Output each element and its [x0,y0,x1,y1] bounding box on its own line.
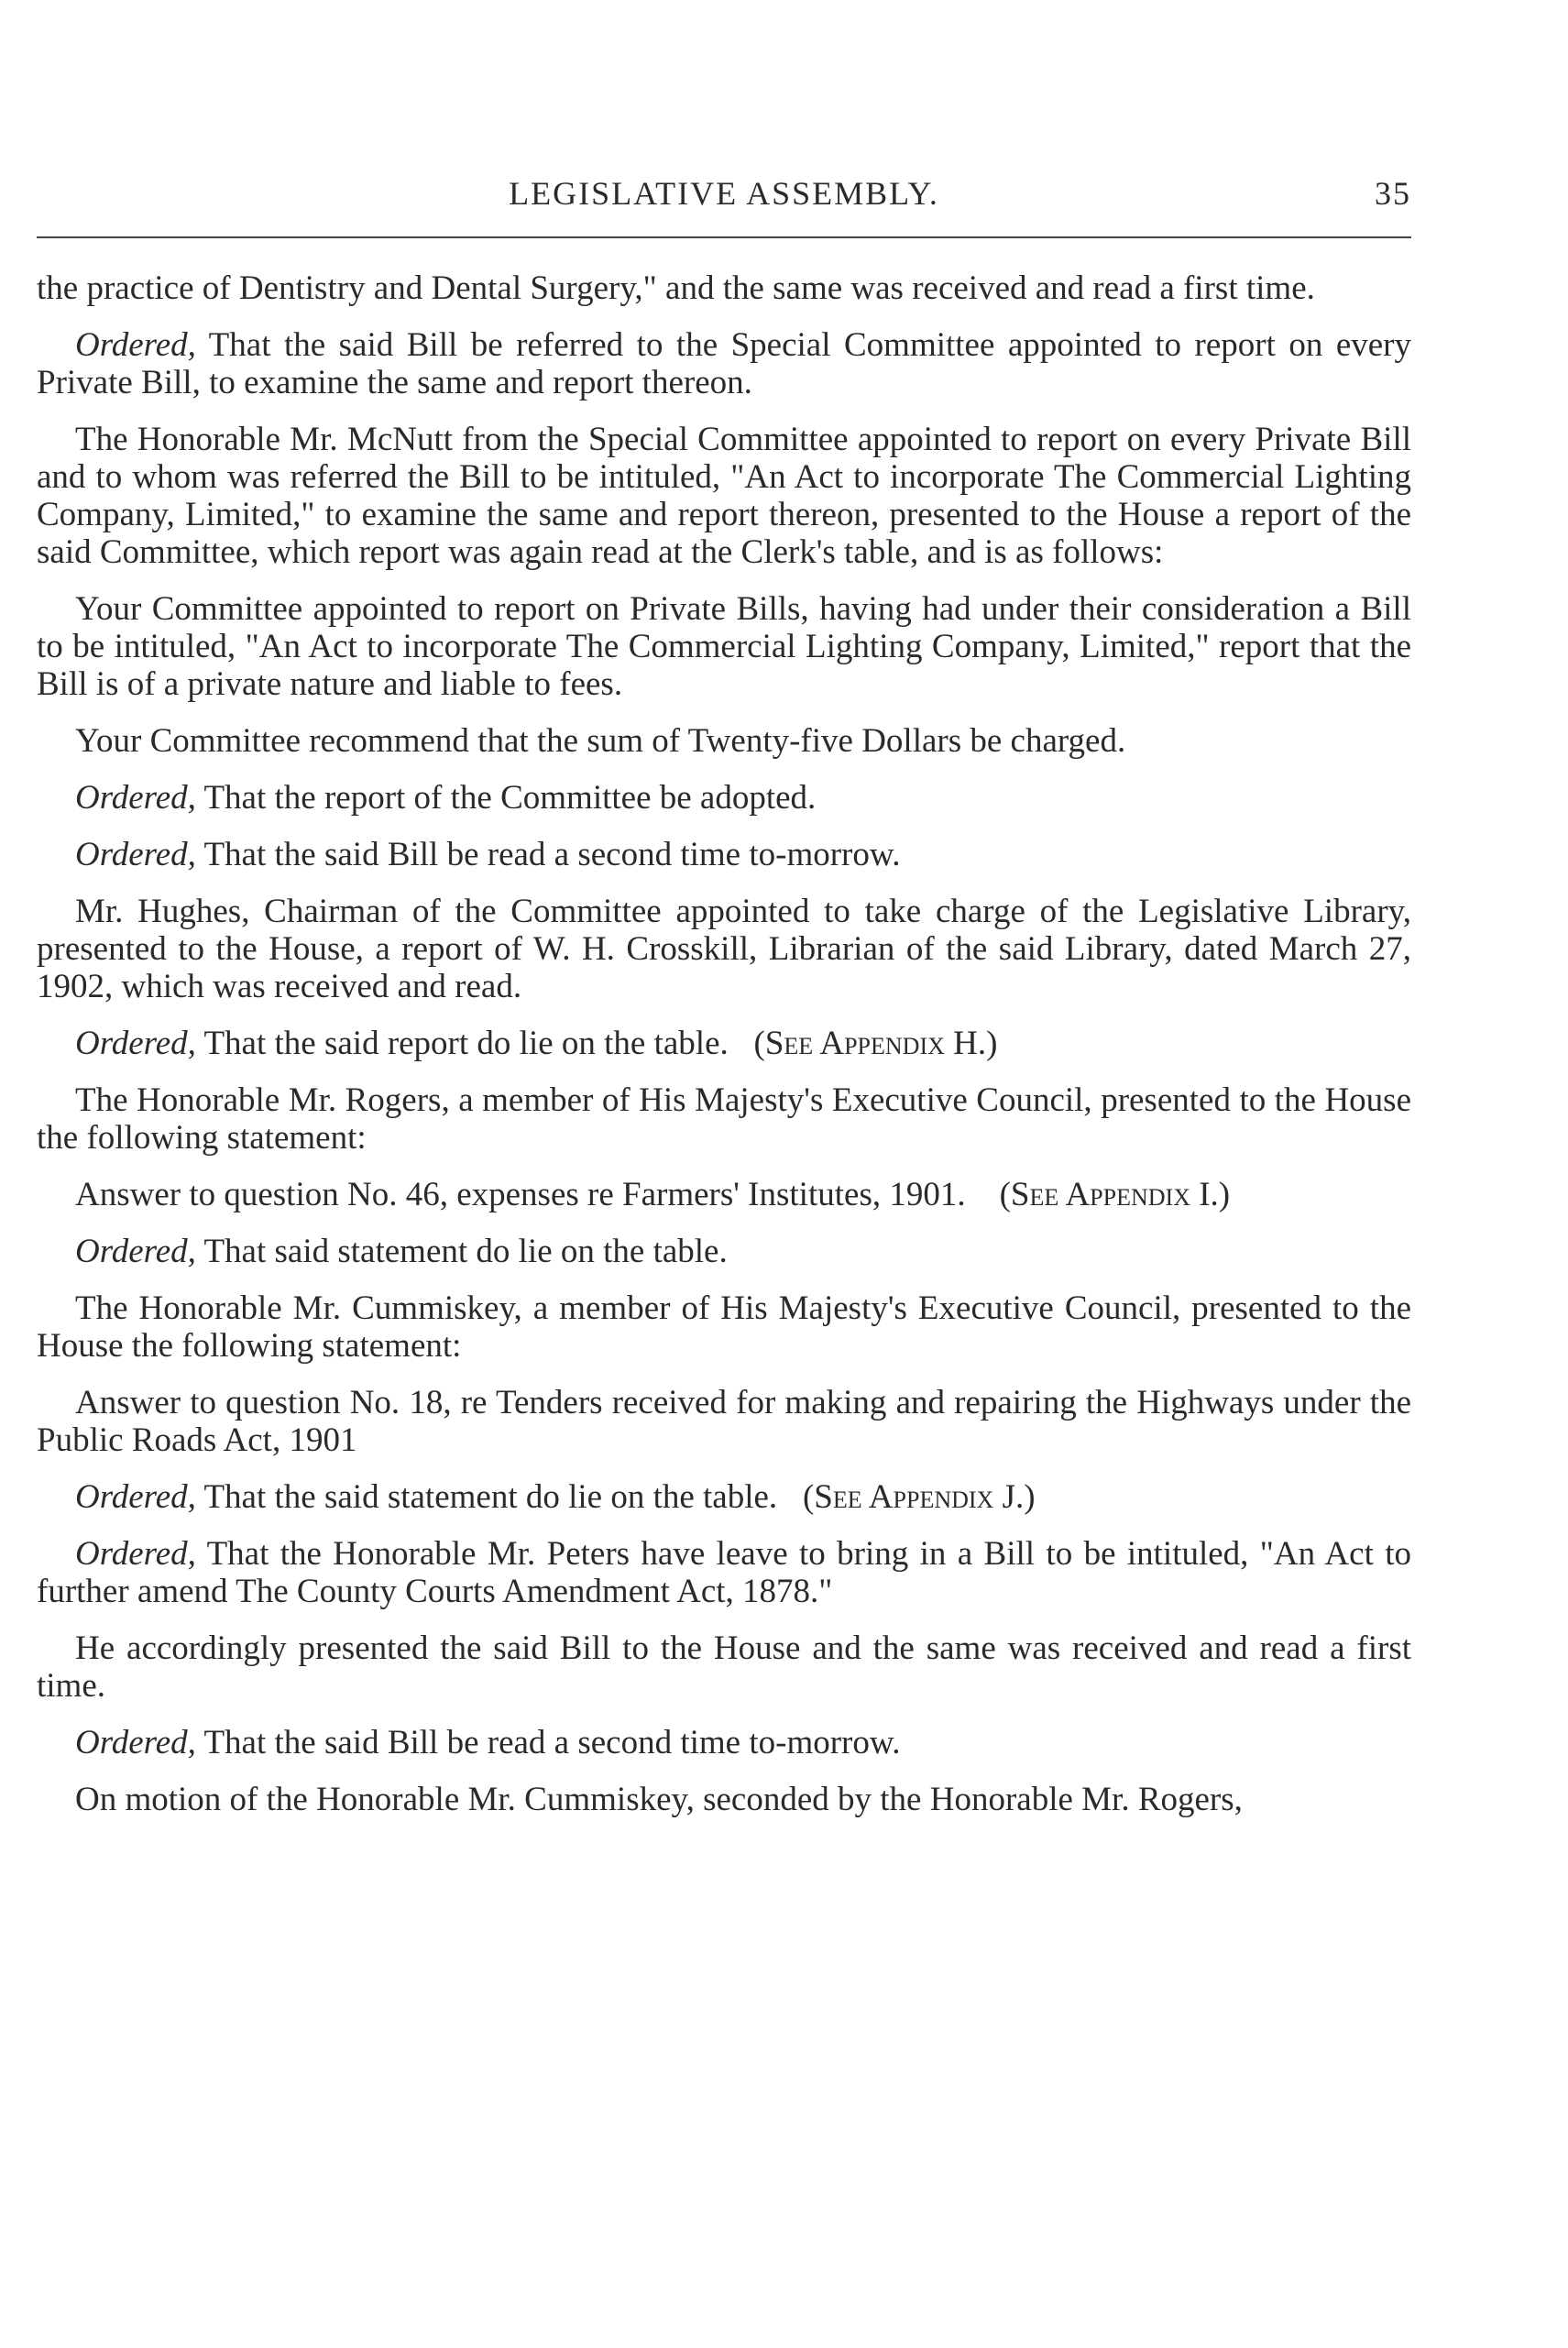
appendix-reference: (See Appendix J.) [802,1478,1036,1516]
ordered-lead: Ordered, [75,1724,196,1761]
paragraph-text: The Honorable Mr. Cummiskey, a member of His Majesty's Executive Council, presented to the House the following statement: [37,1289,1411,1365]
ordered-lead: Ordered, [75,779,196,817]
paragraph-1 [37,269,1411,307]
paragraph-text: Your Committee recommend that the sum of Twenty-five Dollars be charged. [75,722,1126,760]
paragraph-18 [37,1724,1411,1761]
paragraph-11 [37,1176,1411,1213]
paragraph-text: That the said Bill be read a second time to-morrow. [195,836,901,873]
ordered-lead: Ordered, [75,1233,196,1270]
paragraph-4 [37,590,1411,703]
paragraph-text: On motion of the Honorable Mr. Cummiskey, seconded by the Honorable Mr. Rogers, [75,1781,1243,1818]
paragraph-text: The Honorable Mr. McNutt from the Special Committee appointed to report on every Private Bill and to whom was referred the Bill to be intituled, "An Act to incorporate The Commercial Lighting Company, Limited," to examine the same and report thereon, presented to the House a report of the said Committee, which report was again read at the Clerk's table, and is as follows: [37,421,1411,571]
document-page [37,174,1411,1838]
ordered-lead: Ordered, [75,836,196,873]
paragraph-text: Your Committee appointed to report on Private Bills, having had under their consideration a Bill to be intituled, "An Act to incorporate The Commercial Lighting Company, Limited," report that the Bill is of a private nature and liable to fees. [37,590,1411,703]
running-title: LEGISLATIVE ASSEMBLY. [509,175,939,212]
paragraph-text: the practice of Dentistry and Dental Surgery," and the same was received and read a first time. [37,269,1315,307]
paragraph-text: That the Honorable Mr. Peters have leave to bring in a Bill to be intituled, "An Act to further amend The County Courts Amendment Act, 1878." [37,1535,1411,1610]
paragraph-text: Answer to question No. 46, expenses re Farmers' Institutes, 1901. [75,1176,966,1213]
running-head [37,174,1411,225]
paragraph-text: He accordingly presented the said Bill to the House and the same was received and read a first time. [37,1629,1411,1705]
paragraph-text: That the said Bill be read a second time to-morrow. [195,1724,901,1761]
ordered-lead: Ordered, [75,1025,196,1062]
paragraph-5 [37,722,1411,760]
header-rule [37,236,1411,238]
paragraph-14 [37,1384,1411,1459]
paragraph-6 [37,779,1411,817]
paragraph-7 [37,836,1411,873]
paragraph-15 [37,1478,1411,1516]
ordered-lead: Ordered, [75,1535,196,1573]
paragraph-text: That the said report do lie on the table. [195,1025,729,1062]
paragraph-19 [37,1781,1411,1818]
appendix-reference: (See Appendix I.) [999,1176,1231,1213]
paragraph-text: That said statement do lie on the table. [195,1233,728,1270]
appendix-reference: (See Appendix H.) [753,1025,998,1062]
paragraph-text: That the said Bill be referred to the Special Committee appointed to report on every Private Bill, to examine the same and report thereon. [37,326,1411,401]
ordered-lead: Ordered, [75,326,196,364]
paragraph-8 [37,893,1411,1005]
paragraph-16 [37,1535,1411,1610]
paragraph-10 [37,1081,1411,1157]
paragraph-3 [37,421,1411,571]
paragraph-17 [37,1629,1411,1705]
paragraph-2 [37,326,1411,401]
paragraph-9 [37,1025,1411,1062]
paragraph-text: That the report of the Committee be adopted. [195,779,817,817]
paragraph-text: Mr. Hughes, Chairman of the Committee appointed to take charge of the Legislative Library, presented to the House, a report of W. H. Crosskill, Librarian of the said Library, dated March 27, 1902, which was received and read. [37,893,1411,1005]
paragraph-12 [37,1233,1411,1270]
ordered-lead: Ordered, [75,1478,196,1516]
paragraph-13 [37,1289,1411,1365]
page-number: 35 [1375,175,1411,212]
paragraph-text: That the said statement do lie on the table. [195,1478,778,1516]
paragraph-text: Answer to question No. 18, re Tenders received for making and repairing the Highways under the Public Roads Act, 1901 [37,1384,1411,1459]
paragraph-text: The Honorable Mr. Rogers, a member of His Majesty's Executive Council, presented to the House the following statement: [37,1081,1411,1157]
